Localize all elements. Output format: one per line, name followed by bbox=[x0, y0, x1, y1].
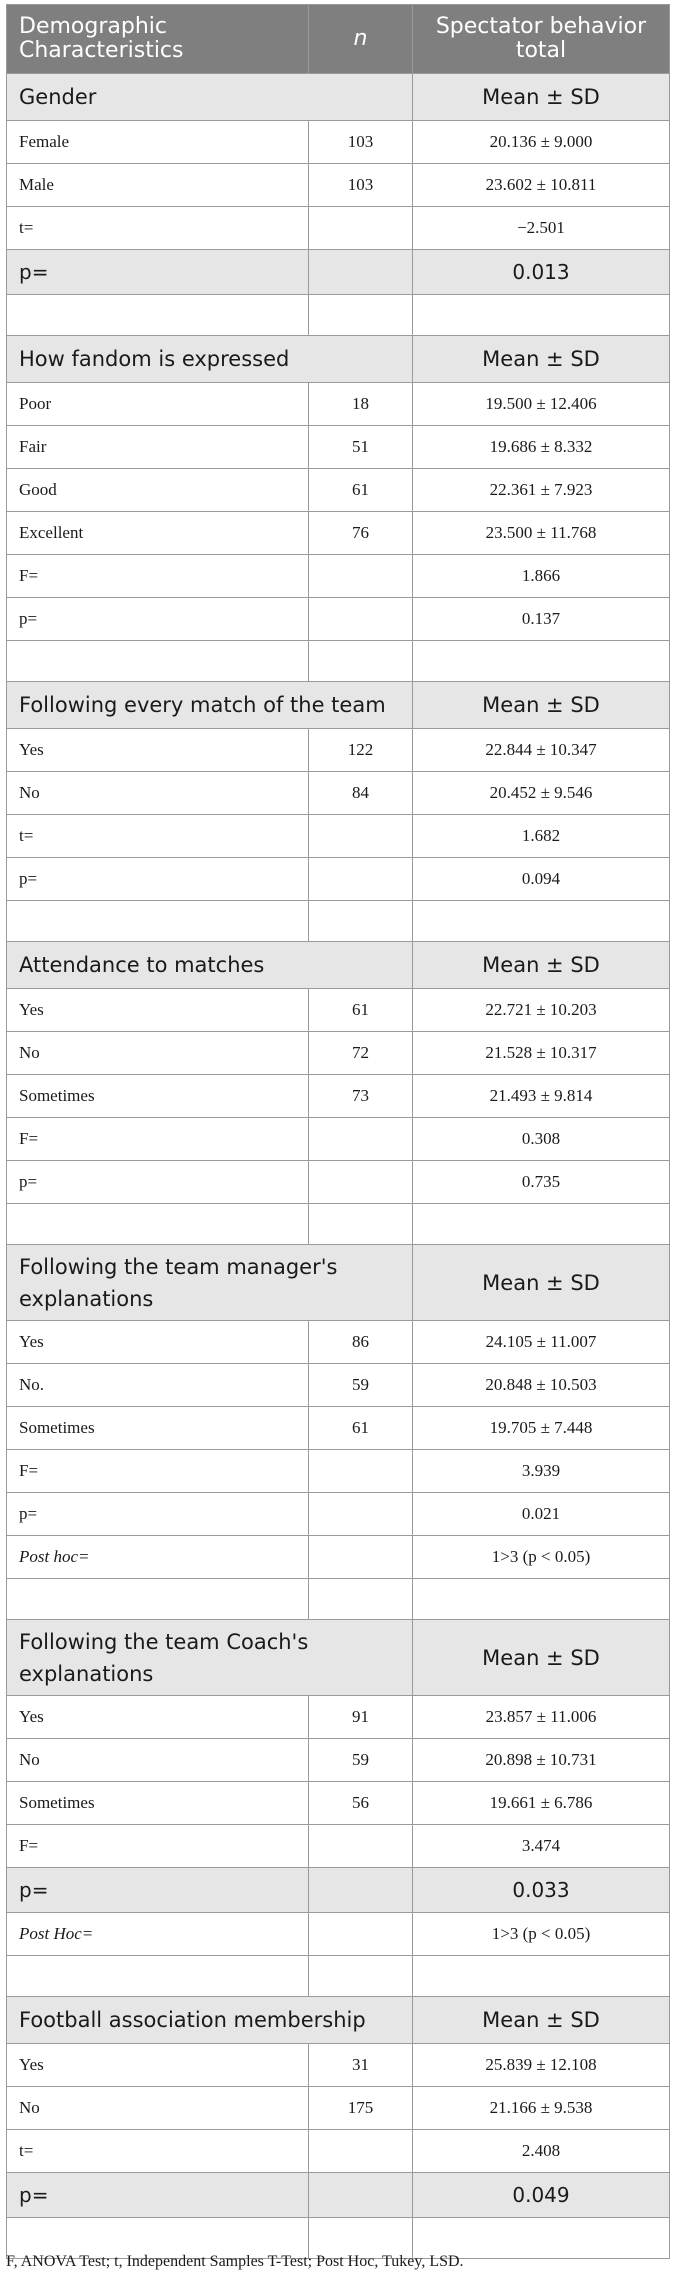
stat-row bbox=[7, 2130, 670, 2173]
stat-empty-cell bbox=[309, 1536, 413, 1579]
table-row bbox=[7, 512, 670, 555]
stat-label: t= bbox=[7, 815, 309, 858]
stat-empty-cell bbox=[309, 207, 413, 250]
row-label: Female bbox=[7, 121, 309, 164]
stat-row bbox=[7, 1868, 670, 1913]
spacer-row bbox=[7, 1204, 670, 1245]
table-row bbox=[7, 383, 670, 426]
spacer-cell bbox=[7, 1579, 309, 1620]
section-header-row bbox=[7, 336, 670, 383]
header-total: Spectator behavior total bbox=[413, 5, 670, 74]
stat-row bbox=[7, 1913, 670, 1956]
stat-value: 0.308 bbox=[413, 1118, 670, 1161]
table-container bbox=[6, 4, 669, 2259]
section-title: Following the team Coach's explanations bbox=[7, 1620, 413, 1696]
table-row bbox=[7, 1075, 670, 1118]
stat-empty-cell bbox=[309, 250, 413, 295]
spacer-cell bbox=[413, 641, 670, 682]
row-value: 24.105 ± 11.007 bbox=[413, 1321, 670, 1364]
row-n: 86 bbox=[309, 1321, 413, 1364]
table-row bbox=[7, 121, 670, 164]
stat-empty-cell bbox=[309, 555, 413, 598]
stat-value: 0.049 bbox=[413, 2173, 670, 2218]
section-stat-header: Mean ± SD bbox=[413, 1245, 670, 1321]
row-label: Sometimes bbox=[7, 1782, 309, 1825]
stat-label: t= bbox=[7, 207, 309, 250]
spacer-cell bbox=[7, 1956, 309, 1997]
row-label: No bbox=[7, 2087, 309, 2130]
row-value: 22.721 ± 10.203 bbox=[413, 989, 670, 1032]
spacer-cell bbox=[7, 1204, 309, 1245]
stat-empty-cell bbox=[309, 1161, 413, 1204]
row-value: 22.361 ± 7.923 bbox=[413, 469, 670, 512]
spacer-cell bbox=[7, 295, 309, 336]
row-n: 61 bbox=[309, 989, 413, 1032]
spacer-cell bbox=[413, 1579, 670, 1620]
stat-value: 0.033 bbox=[413, 1868, 670, 1913]
stat-row bbox=[7, 858, 670, 901]
row-n: 91 bbox=[309, 1696, 413, 1739]
section-title: How fandom is expressed bbox=[7, 336, 413, 383]
stat-label: p= bbox=[7, 1493, 309, 1536]
spacer-cell bbox=[309, 901, 413, 942]
stat-row bbox=[7, 598, 670, 641]
row-label: Poor bbox=[7, 383, 309, 426]
row-label: No. bbox=[7, 1364, 309, 1407]
row-n: 76 bbox=[309, 512, 413, 555]
spacer-row bbox=[7, 1579, 670, 1620]
row-label: Sometimes bbox=[7, 1407, 309, 1450]
stat-value: 0.137 bbox=[413, 598, 670, 641]
section-title: Following the team manager's explanations bbox=[7, 1245, 413, 1321]
row-n: 122 bbox=[309, 729, 413, 772]
row-n: 84 bbox=[309, 772, 413, 815]
spacer-cell bbox=[309, 1579, 413, 1620]
table-row bbox=[7, 1032, 670, 1075]
section-title: Gender bbox=[7, 74, 413, 121]
row-label: No bbox=[7, 1739, 309, 1782]
table-footnote: F, ANOVA Test; t, Independent Samples T-Test; Post Hoc, Tukey, LSD. bbox=[6, 2253, 464, 2270]
spacer-cell bbox=[309, 641, 413, 682]
header-row bbox=[7, 5, 670, 74]
section-header-row bbox=[7, 1245, 670, 1321]
row-n: 103 bbox=[309, 121, 413, 164]
row-n: 61 bbox=[309, 1407, 413, 1450]
row-value: 19.705 ± 7.448 bbox=[413, 1407, 670, 1450]
table-row bbox=[7, 1739, 670, 1782]
row-label: No bbox=[7, 1032, 309, 1075]
section-title: Football association membership bbox=[7, 1997, 413, 2044]
table-row bbox=[7, 1782, 670, 1825]
stat-empty-cell bbox=[309, 2173, 413, 2218]
row-n: 175 bbox=[309, 2087, 413, 2130]
section-header-row bbox=[7, 942, 670, 989]
row-value: 25.839 ± 12.108 bbox=[413, 2044, 670, 2087]
table-body bbox=[7, 74, 670, 2259]
stat-value: 0.021 bbox=[413, 1493, 670, 1536]
row-n: 51 bbox=[309, 426, 413, 469]
spacer-row bbox=[7, 295, 670, 336]
stat-empty-cell bbox=[309, 1868, 413, 1913]
section-stat-header: Mean ± SD bbox=[413, 336, 670, 383]
header-n: n bbox=[309, 5, 413, 74]
statistics-table bbox=[6, 4, 670, 2259]
row-label: Sometimes bbox=[7, 1075, 309, 1118]
stat-empty-cell bbox=[309, 858, 413, 901]
section-stat-header: Mean ± SD bbox=[413, 74, 670, 121]
table-row bbox=[7, 1364, 670, 1407]
spacer-cell bbox=[7, 901, 309, 942]
stat-label: F= bbox=[7, 1825, 309, 1868]
stat-label: p= bbox=[7, 2173, 309, 2218]
row-value: 23.857 ± 11.006 bbox=[413, 1696, 670, 1739]
section-title: Attendance to matches bbox=[7, 942, 413, 989]
stat-label: p= bbox=[7, 598, 309, 641]
section-stat-header: Mean ± SD bbox=[413, 1997, 670, 2044]
stat-value: 3.474 bbox=[413, 1825, 670, 1868]
row-value: 20.848 ± 10.503 bbox=[413, 1364, 670, 1407]
stat-row bbox=[7, 2173, 670, 2218]
stat-label: F= bbox=[7, 1450, 309, 1493]
row-label: Yes bbox=[7, 2044, 309, 2087]
spacer-cell bbox=[413, 295, 670, 336]
stat-row bbox=[7, 1450, 670, 1493]
stat-row bbox=[7, 207, 670, 250]
stat-value: 0.735 bbox=[413, 1161, 670, 1204]
stat-label: t= bbox=[7, 2130, 309, 2173]
spacer-cell bbox=[309, 295, 413, 336]
stat-empty-cell bbox=[309, 1118, 413, 1161]
row-label: Excellent bbox=[7, 512, 309, 555]
row-value: 23.500 ± 11.768 bbox=[413, 512, 670, 555]
stat-row bbox=[7, 555, 670, 598]
stat-empty-cell bbox=[309, 2130, 413, 2173]
spacer-cell bbox=[413, 1956, 670, 1997]
stat-row bbox=[7, 1493, 670, 1536]
header-demographic: Demographic Characteristics bbox=[7, 5, 309, 74]
spacer-row bbox=[7, 641, 670, 682]
row-value: 19.500 ± 12.406 bbox=[413, 383, 670, 426]
stat-value: 1.866 bbox=[413, 555, 670, 598]
stat-value: 3.939 bbox=[413, 1450, 670, 1493]
row-value: 20.452 ± 9.546 bbox=[413, 772, 670, 815]
spacer-row bbox=[7, 901, 670, 942]
spacer-row bbox=[7, 1956, 670, 1997]
row-n: 72 bbox=[309, 1032, 413, 1075]
row-value: 21.166 ± 9.538 bbox=[413, 2087, 670, 2130]
stat-label: Post Hoc= bbox=[7, 1913, 309, 1956]
row-n: 59 bbox=[309, 1739, 413, 1782]
row-n: 103 bbox=[309, 164, 413, 207]
row-label: Fair bbox=[7, 426, 309, 469]
row-value: 21.528 ± 10.317 bbox=[413, 1032, 670, 1075]
stat-value: 0.094 bbox=[413, 858, 670, 901]
stat-empty-cell bbox=[309, 1913, 413, 1956]
table-row bbox=[7, 2044, 670, 2087]
row-n: 59 bbox=[309, 1364, 413, 1407]
spacer-cell bbox=[413, 901, 670, 942]
row-label: Yes bbox=[7, 1321, 309, 1364]
stat-label: p= bbox=[7, 250, 309, 295]
stat-row bbox=[7, 815, 670, 858]
row-n: 18 bbox=[309, 383, 413, 426]
row-n: 56 bbox=[309, 1782, 413, 1825]
table-row bbox=[7, 426, 670, 469]
stat-empty-cell bbox=[309, 1825, 413, 1868]
stat-empty-cell bbox=[309, 1450, 413, 1493]
stat-row bbox=[7, 1536, 670, 1579]
row-n: 61 bbox=[309, 469, 413, 512]
stat-label: p= bbox=[7, 858, 309, 901]
stat-label: p= bbox=[7, 1161, 309, 1204]
stat-value: 1.682 bbox=[413, 815, 670, 858]
spacer-cell bbox=[309, 1204, 413, 1245]
section-stat-header: Mean ± SD bbox=[413, 682, 670, 729]
stat-empty-cell bbox=[309, 815, 413, 858]
table-row bbox=[7, 1696, 670, 1739]
stat-row bbox=[7, 1118, 670, 1161]
row-label: Yes bbox=[7, 1696, 309, 1739]
spacer-cell bbox=[309, 1956, 413, 1997]
row-label: Good bbox=[7, 469, 309, 512]
table-row bbox=[7, 1407, 670, 1450]
table-row bbox=[7, 2087, 670, 2130]
stat-label: F= bbox=[7, 555, 309, 598]
section-title: Following every match of the team bbox=[7, 682, 413, 729]
row-n: 73 bbox=[309, 1075, 413, 1118]
row-value: 19.686 ± 8.332 bbox=[413, 426, 670, 469]
stat-row bbox=[7, 1161, 670, 1204]
table-row bbox=[7, 729, 670, 772]
row-value: 19.661 ± 6.786 bbox=[413, 1782, 670, 1825]
stat-label: Post hoc= bbox=[7, 1536, 309, 1579]
row-n: 31 bbox=[309, 2044, 413, 2087]
stat-label: p= bbox=[7, 1868, 309, 1913]
row-value: 23.602 ± 10.811 bbox=[413, 164, 670, 207]
row-value: 21.493 ± 9.814 bbox=[413, 1075, 670, 1118]
row-value: 20.136 ± 9.000 bbox=[413, 121, 670, 164]
stat-label: F= bbox=[7, 1118, 309, 1161]
row-label: Male bbox=[7, 164, 309, 207]
table-row bbox=[7, 989, 670, 1032]
stat-row bbox=[7, 250, 670, 295]
stat-empty-cell bbox=[309, 598, 413, 641]
table-row bbox=[7, 164, 670, 207]
row-label: No bbox=[7, 772, 309, 815]
stat-empty-cell bbox=[309, 1493, 413, 1536]
table-row bbox=[7, 1321, 670, 1364]
section-stat-header: Mean ± SD bbox=[413, 1620, 670, 1696]
row-value: 20.898 ± 10.731 bbox=[413, 1739, 670, 1782]
row-label: Yes bbox=[7, 729, 309, 772]
section-header-row bbox=[7, 74, 670, 121]
section-stat-header: Mean ± SD bbox=[413, 942, 670, 989]
stat-row bbox=[7, 1825, 670, 1868]
section-header-row bbox=[7, 1620, 670, 1696]
stat-value: 0.013 bbox=[413, 250, 670, 295]
row-label: Yes bbox=[7, 989, 309, 1032]
row-value: 22.844 ± 10.347 bbox=[413, 729, 670, 772]
stat-value: −2.501 bbox=[413, 207, 670, 250]
stat-value: 1>3 (p < 0.05) bbox=[413, 1536, 670, 1579]
stat-value: 1>3 (p < 0.05) bbox=[413, 1913, 670, 1956]
table-row bbox=[7, 772, 670, 815]
spacer-cell bbox=[7, 641, 309, 682]
table-row bbox=[7, 469, 670, 512]
spacer-cell bbox=[413, 1204, 670, 1245]
stat-value: 2.408 bbox=[413, 2130, 670, 2173]
section-header-row bbox=[7, 682, 670, 729]
section-header-row bbox=[7, 1997, 670, 2044]
